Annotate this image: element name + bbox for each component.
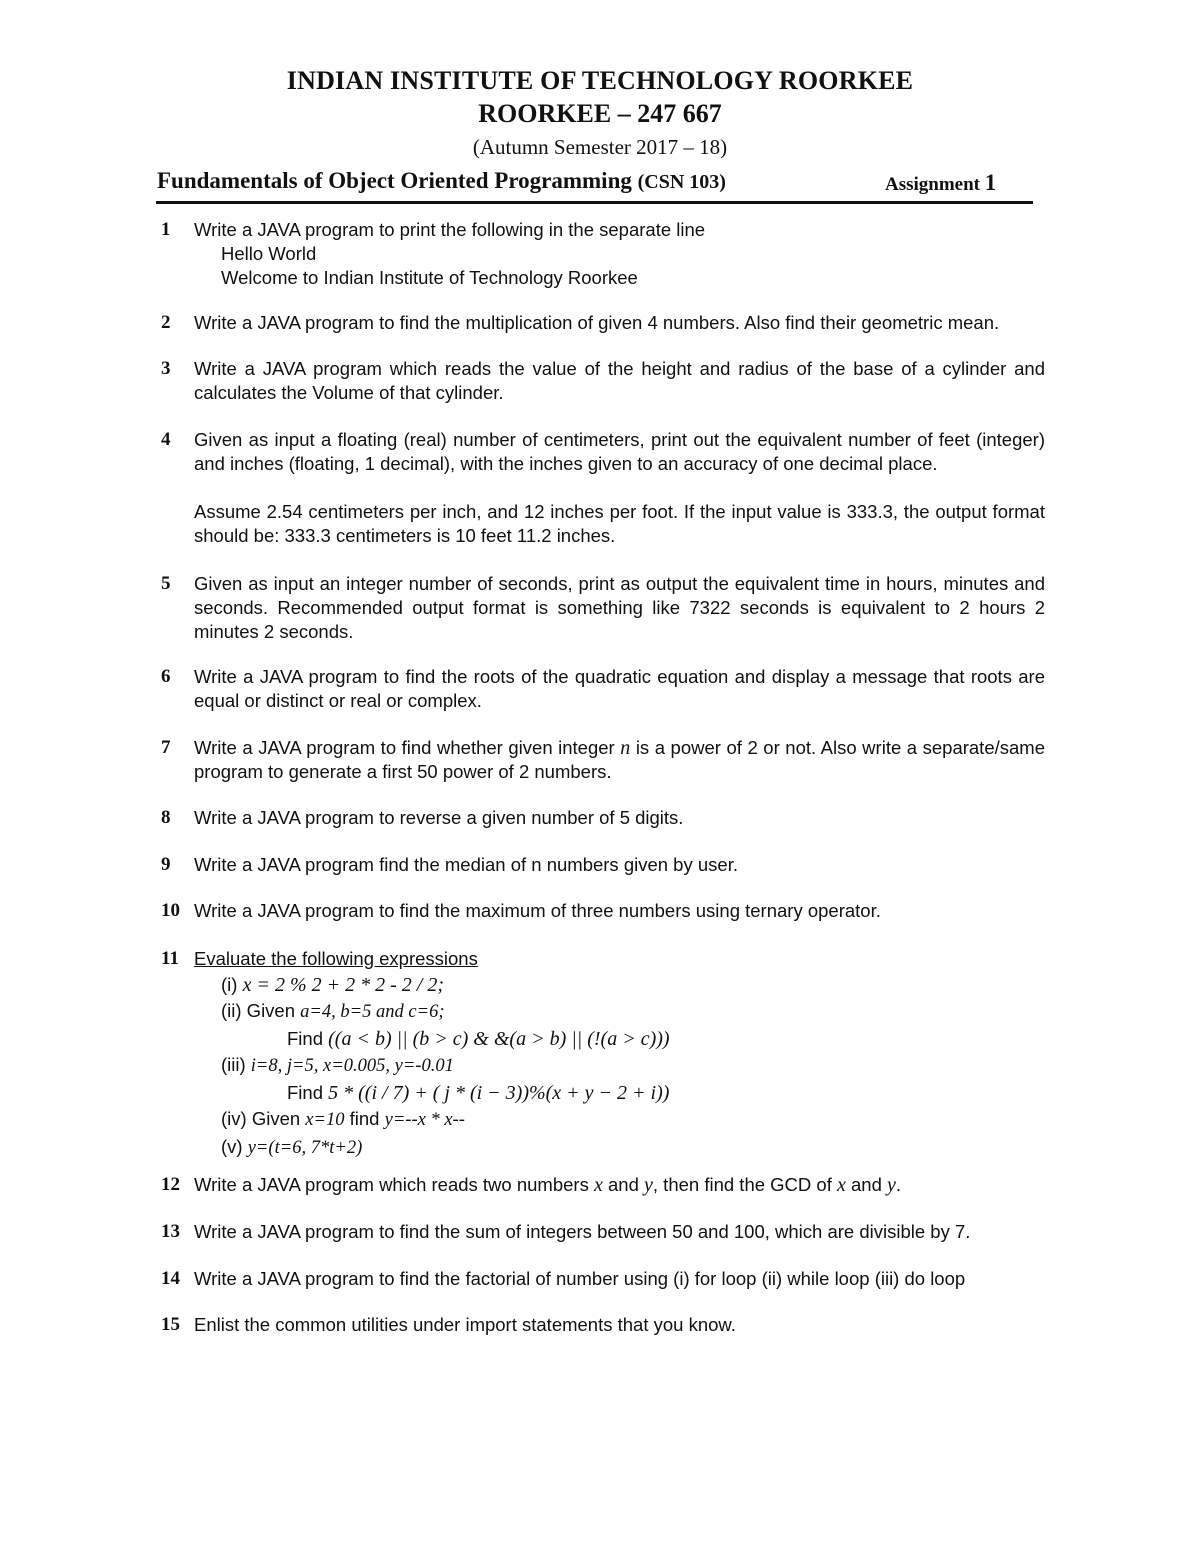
text-part: is a power of 2 or not. Also write a separate/same program to generate a first 50 power of 2 numbers. — [194, 737, 1045, 782]
question-text: Write a JAVA program to find the factorial of number using (i) for loop (ii) while loop (iii) do loop — [194, 1268, 966, 1289]
question-number: 2 — [161, 312, 171, 333]
text-part: Write a JAVA program to find whether given integer — [194, 737, 615, 758]
question-number: 5 — [161, 573, 171, 594]
question-2 — [161, 311, 1045, 335]
expression: y=--x * x-- — [384, 1110, 465, 1130]
expression-ii-given — [221, 998, 1045, 1026]
given-values: a=4, b=5 and c=6; — [300, 1002, 445, 1022]
expression-iii-find — [287, 1080, 1045, 1107]
expression-v — [221, 1134, 1045, 1162]
question-text: Write a JAVA program to find the multiplication of given 4 numbers. Also find their geometric mean. — [194, 312, 1000, 333]
text-part: , then find the GCD of — [652, 1174, 832, 1195]
question-text: Write a JAVA program to find the roots of the quadratic equation and display a message that roots are equal or distinct or real or complex. — [194, 666, 1045, 711]
question-number: 8 — [161, 807, 171, 828]
expression-iii-given — [221, 1052, 1045, 1080]
item-label: (v) — [221, 1135, 243, 1157]
expression: x = 2 % 2 + 2 * 2 - 2 / 2; — [242, 973, 444, 996]
output-line-1: Hello World — [221, 243, 317, 264]
question-9 — [161, 853, 1045, 877]
question-7 — [161, 736, 1045, 784]
given-values: x=10 — [305, 1110, 345, 1130]
question-10 — [161, 899, 1045, 923]
text-part: . — [895, 1174, 902, 1195]
question-12 — [161, 1173, 1045, 1197]
question-text: Write a JAVA program to find the maximum of three numbers using ternary operator. — [194, 900, 881, 921]
question-14 — [161, 1267, 1045, 1291]
question-number: 3 — [161, 358, 171, 379]
expression-i — [221, 972, 1045, 999]
variable-x: x — [593, 1174, 603, 1196]
question-text: Given as input a floating (real) number of centimeters, print out the equivalent number of feet (integer) and inches (floating, 1 decimal), with the inches given to an accuracy of one decimal place. — [194, 429, 1045, 474]
output-line-2: Welcome to Indian Institute of Technology Roorkee — [221, 267, 638, 288]
item-label: (iii) — [221, 1054, 246, 1075]
expression: 5 * ((i / 7) + ( j * (i − 3))%(x + y − 2 + i)) — [328, 1081, 670, 1104]
expression-ii-find — [287, 1026, 1045, 1053]
item-label: (iv) Given — [221, 1108, 301, 1129]
question-text: Enlist the common utilities under import statements that you know. — [194, 1314, 736, 1335]
item-label: (i) — [221, 973, 238, 995]
question-text: Write a JAVA program to print the following in the separate line — [194, 219, 706, 240]
question-number: 11 — [161, 948, 179, 969]
question-4 — [161, 428, 1045, 548]
text-part: and — [851, 1174, 882, 1195]
find-label: Find — [287, 1027, 323, 1049]
assignment-number: 1 — [984, 170, 997, 195]
question-number: 9 — [161, 854, 171, 875]
question-text: Write a JAVA program which reads the value of the height and radius of the base of a cylinder and calculates the Volume of that cylinder. — [194, 358, 1045, 403]
variable-y: y — [644, 1174, 653, 1196]
text-part: Write a JAVA program which reads two numbers — [194, 1174, 589, 1195]
question-number: 4 — [161, 429, 171, 450]
question-number: 13 — [161, 1221, 180, 1242]
text-part: and — [608, 1174, 639, 1195]
question-text: Write a JAVA program find the median of n numbers given by user. — [194, 854, 738, 875]
variable-x: x — [836, 1174, 846, 1196]
variable-y: y — [887, 1174, 896, 1196]
find-label: Find — [287, 1081, 323, 1103]
question-5 — [161, 572, 1045, 644]
question-13 — [161, 1220, 1045, 1244]
course-name: Fundamentals of Object Oriented Programming — [157, 168, 632, 193]
question-8 — [161, 806, 1045, 830]
question-text — [194, 1173, 1045, 1197]
question-number: 12 — [161, 1174, 180, 1195]
question-3 — [161, 357, 1045, 405]
question-number: 15 — [161, 1314, 180, 1335]
question-number: 14 — [161, 1268, 180, 1289]
question-number: 6 — [161, 666, 171, 687]
question-text: Given as input an integer number of seconds, print as output the equivalent time in hours, minutes and seconds. Recommended output format is something like 7322 seconds is equivalent to 2 hours 2 minutes 2 seconds. — [194, 573, 1045, 642]
given-values: i=8, j=5, x=0.005, y=-0.01 — [250, 1056, 454, 1076]
question-text: Write a JAVA program to find the sum of integers between 50 and 100, which are divisible by 7. — [194, 1221, 971, 1242]
assignment-word: Assignment — [885, 174, 981, 195]
find-label: find — [349, 1108, 380, 1129]
course-code: (CSN 103) — [637, 171, 726, 193]
question-text — [194, 736, 1045, 784]
question-15 — [161, 1313, 1045, 1337]
question-text: Write a JAVA program to reverse a given number of 5 digits. — [194, 807, 684, 828]
expression-iv — [221, 1106, 1045, 1134]
variable-n: n — [620, 737, 631, 759]
semester-line: (Autumn Semester 2017 – 18) — [472, 135, 728, 159]
expression: y=(t=6, 7*t+2) — [247, 1137, 363, 1158]
question-text: Evaluate the following expressions — [194, 948, 478, 969]
city-line: ROORKEE – 247 667 — [478, 99, 722, 128]
question-number: 7 — [161, 737, 171, 758]
question-6 — [161, 665, 1045, 713]
question-number: 10 — [161, 900, 180, 921]
institute-title: INDIAN INSTITUTE OF TECHNOLOGY ROORKEE — [286, 66, 914, 95]
question-11 — [161, 946, 1045, 1161]
header-divider — [156, 201, 1033, 204]
course-title — [157, 168, 726, 194]
question-number: 1 — [161, 219, 171, 240]
question-1 — [161, 218, 1045, 290]
question-note: Assume 2.54 centimeters per inch, and 12 inches per foot. If the input value is 333.3, the output format should be: 333.3 centimeters is 10 feet 11.2 inches. — [194, 501, 1045, 546]
item-label: (ii) Given — [221, 1000, 296, 1021]
assignment-label — [885, 170, 996, 196]
expression: ((a < b) || (b > c) & &(a > b) || (!(a > c))) — [328, 1027, 670, 1050]
